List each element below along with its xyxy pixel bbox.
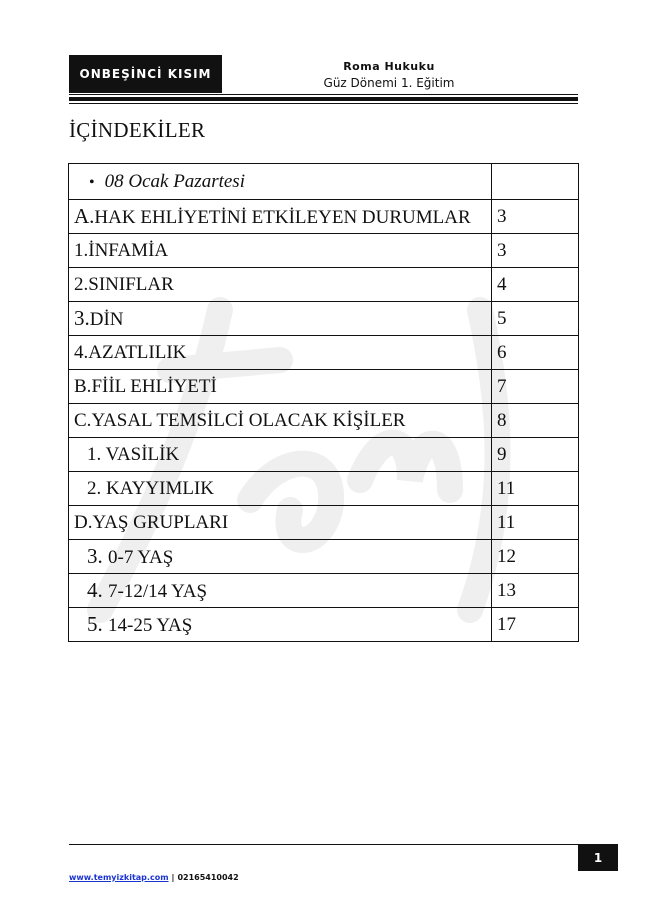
toc-page-number: 11 xyxy=(492,506,579,540)
toc-entry[interactable]: 1.İNFAMİA xyxy=(69,234,492,268)
toc-page-number: 7 xyxy=(492,370,579,404)
toc-page-number: 3 xyxy=(492,234,579,268)
toc-entry[interactable]: C.YASAL TEMSİLCİ OLACAK KİŞİLER xyxy=(69,404,492,438)
toc-entry[interactable]: 2.SINIFLAR xyxy=(69,268,492,302)
toc-page-number: 17 xyxy=(492,608,579,642)
toc-date-label[interactable]: 08 Ocak Pazartesi xyxy=(104,170,245,192)
course-term: Güz Dönemi 1. Eğitim xyxy=(323,76,455,90)
toc-page-cell xyxy=(492,164,579,200)
toc-entry[interactable]: B.FİİL EHLİYETİ xyxy=(69,370,492,404)
toc-row xyxy=(69,370,579,404)
toc-row xyxy=(69,336,579,370)
bullet-icon: • xyxy=(89,173,95,191)
toc-row xyxy=(69,404,579,438)
toc-page-number: 13 xyxy=(492,574,579,608)
toc-page-number: 3 xyxy=(492,200,579,234)
toc-entry[interactable]: 1. VASİLİK xyxy=(69,438,492,472)
toc-row xyxy=(69,574,579,608)
website-link[interactable]: www.temyizkitap.com xyxy=(69,873,169,882)
toc-page-number: 11 xyxy=(492,472,579,506)
footer-contact xyxy=(69,873,239,882)
toc-entry[interactable]: 5. 14-25 YAŞ xyxy=(69,608,492,642)
toc-entry[interactable]: 4.AZATLILIK xyxy=(69,336,492,370)
course-title: Roma Hukuku xyxy=(343,60,435,73)
toc-entry[interactable]: 4. 7-12/14 YAŞ xyxy=(69,574,492,608)
page-number: 1 xyxy=(578,844,618,871)
toc-row xyxy=(69,268,579,302)
section-badge: ONBEŞİNCİ KISIM xyxy=(69,55,222,93)
toc-row xyxy=(69,540,579,574)
toc-table xyxy=(68,163,579,642)
toc-page-number: 6 xyxy=(492,336,579,370)
toc-entry[interactable]: 3.DİN xyxy=(69,302,492,336)
toc-entry[interactable]: 3. 0-7 YAŞ xyxy=(69,540,492,574)
header-rule-thick xyxy=(69,97,578,101)
toc-row xyxy=(69,234,579,268)
header-course-info xyxy=(300,59,478,91)
toc-page-number: 12 xyxy=(492,540,579,574)
toc-heading: İÇİNDEKİLER xyxy=(69,118,206,142)
toc-entry[interactable]: D.YAŞ GRUPLARI xyxy=(69,506,492,540)
phone-number: 02165410042 xyxy=(177,873,239,882)
toc-date-row xyxy=(69,164,579,200)
header-rule xyxy=(69,94,578,95)
toc-entry[interactable]: 2. KAYYIMLIK xyxy=(69,472,492,506)
toc-date-cell xyxy=(69,164,492,200)
toc-entry[interactable]: A.HAK EHLİYETİNİ ETKİLEYEN DURUMLAR xyxy=(69,200,492,234)
toc-row xyxy=(69,472,579,506)
toc-page-number: 9 xyxy=(492,438,579,472)
toc-row xyxy=(69,200,579,234)
toc-page-number: 5 xyxy=(492,302,579,336)
toc-row xyxy=(69,302,579,336)
header-rule-lower xyxy=(69,103,578,104)
footer-separator: | xyxy=(171,873,175,882)
toc-page-number: 8 xyxy=(492,404,579,438)
toc-row xyxy=(69,506,579,540)
footer-rule xyxy=(69,844,578,845)
toc-row xyxy=(69,608,579,642)
toc-page-number: 4 xyxy=(492,268,579,302)
toc-row xyxy=(69,438,579,472)
